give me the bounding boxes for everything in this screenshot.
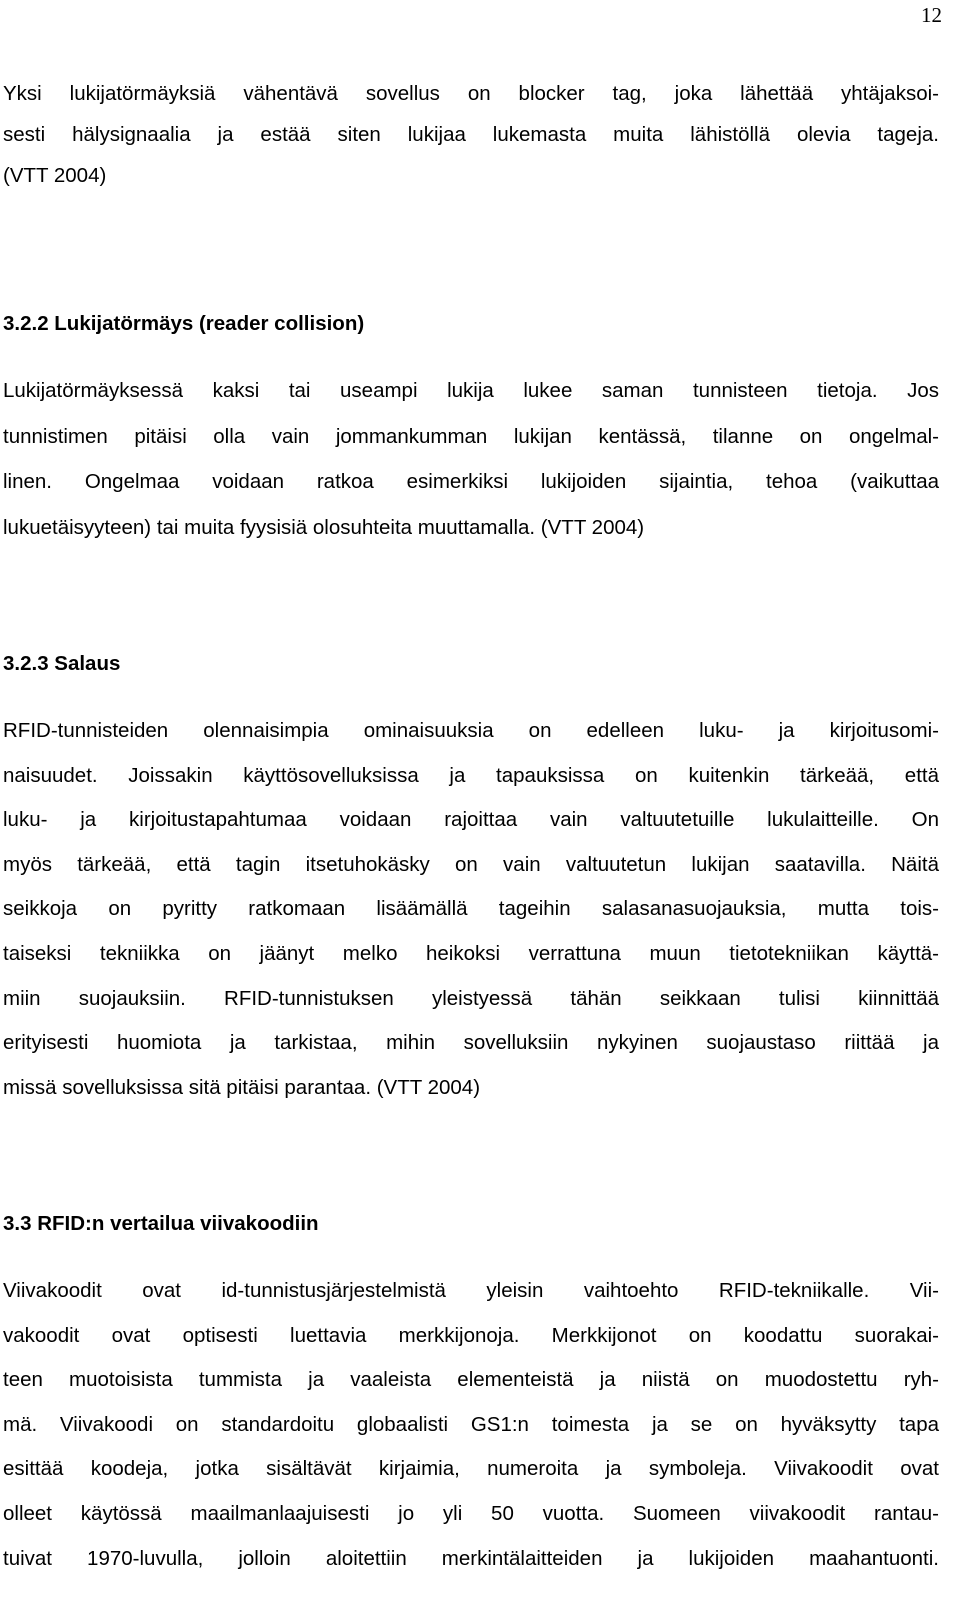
text-line: luku- ja kirjoitustapahtumaa voidaan rajoittaa vain valtuutetuille lukulaitteille. On [3,808,939,832]
text-line: tunnistimen pitäisi olla vain jommankumman lukijan kentässä, tilanne on ongelmal- [3,424,939,448]
text-line: esittää koodeja, jotka sisältävät kirjaimia, numeroita ja symboleja. Viivakoodit ovat [3,1457,939,1481]
section-heading-barcode-comparison: 3.3 RFID:n vertailua viivakoodiin [3,1212,319,1235]
text-line: taiseksi tekniikka on jäänyt melko heikoksi verrattuna muun tietotekniikan käyttä- [3,941,939,965]
text-line: linen. Ongelmaa voidaan ratkoa esimerkiksi lukijoiden sijaintia, tehoa (vaikuttaa [3,470,939,493]
paragraph-text [3,73,939,196]
text-line: Yksi lukijatörmäyksiä vähentävä sovellus on blocker tag, joka lähettää yhtäjaksoi- [3,82,939,105]
text-line: olleet käytössä maailmanlaajuisesti jo yli 50 vuotta. Suomeen viivakoodit rantau- [3,1501,939,1525]
paragraph-text [3,368,939,550]
text-line: teen muotoisista tummista ja vaaleista elementeistä ja niistä on muodostettu ryh- [3,1368,939,1392]
paragraph-text [3,709,939,1110]
text-line: miin suojauksiin. RFID-tunnistuksen yleistyessä tähän seikkaan tulisi kiinnittää [3,986,939,1010]
text-line: sesti hälysignaalia ja estää siten lukijaa lukemasta muita lähistöllä olevia tageja. [3,123,939,146]
text-line: (VTT 2004) [3,164,107,187]
paragraph-barcode-comparison [3,1269,939,1581]
section-heading-encryption: 3.2.3 Salaus [3,652,121,675]
text-line: Viivakoodit ovat id-tunnistusjärjestelmistä yleisin vaihtoehto RFID-tekniikalle. Vii- [3,1279,939,1302]
text-line: mä. Viivakoodi on standardoitu globaalisti GS1:n toimesta ja se on hyväksytty tapa [3,1412,939,1436]
text-line: RFID-tunnisteiden olennaisimpia ominaisuuksia on edelleen luku- ja kirjoitusomi- [3,719,939,742]
page-number: 12 [921,3,942,27]
paragraph-blocker-tag [3,73,939,196]
text-line: Lukijatörmäyksessä kaksi tai useampi lukija lukee saman tunnisteen tietoja. Jos [3,379,939,402]
text-line: missä sovelluksissa sitä pitäisi parantaa. (VTT 2004) [3,1075,481,1099]
text-line: tuivat 1970-luvulla, jolloin aloitettiin merkintälaitteiden ja lukijoiden maahantuonti. [3,1546,939,1570]
text-line: seikkoja on pyritty ratkomaan lisäämällä tageihin salasanasuojauksia, mutta tois- [3,897,939,921]
text-line: vakoodit ovat optisesti luettavia merkkijonoja. Merkkijonot on koodattu suorakai- [3,1323,939,1347]
section-heading-reader-collision: 3.2.2 Lukijatörmäys (reader collision) [3,312,365,335]
paragraph-reader-collision [3,368,939,550]
paragraph-encryption [3,709,939,1110]
text-line: naisuudet. Joissakin käyttösovelluksissa ja tapauksissa on kuitenkin tärkeää, että [3,763,939,787]
text-line: lukuetäisyyteen) tai muita fyysisiä olosuhteita muuttamalla. (VTT 2004) [3,515,645,539]
text-line: erityisesti huomiota ja tarkistaa, mihin sovelluksiin nykyinen suojaustaso riittää ja [3,1031,939,1055]
text-line: myös tärkeää, että tagin itsetuhokäsky on vain valtuutetun lukijan saatavilla. Näitä [3,852,939,876]
paragraph-text [3,1269,939,1581]
